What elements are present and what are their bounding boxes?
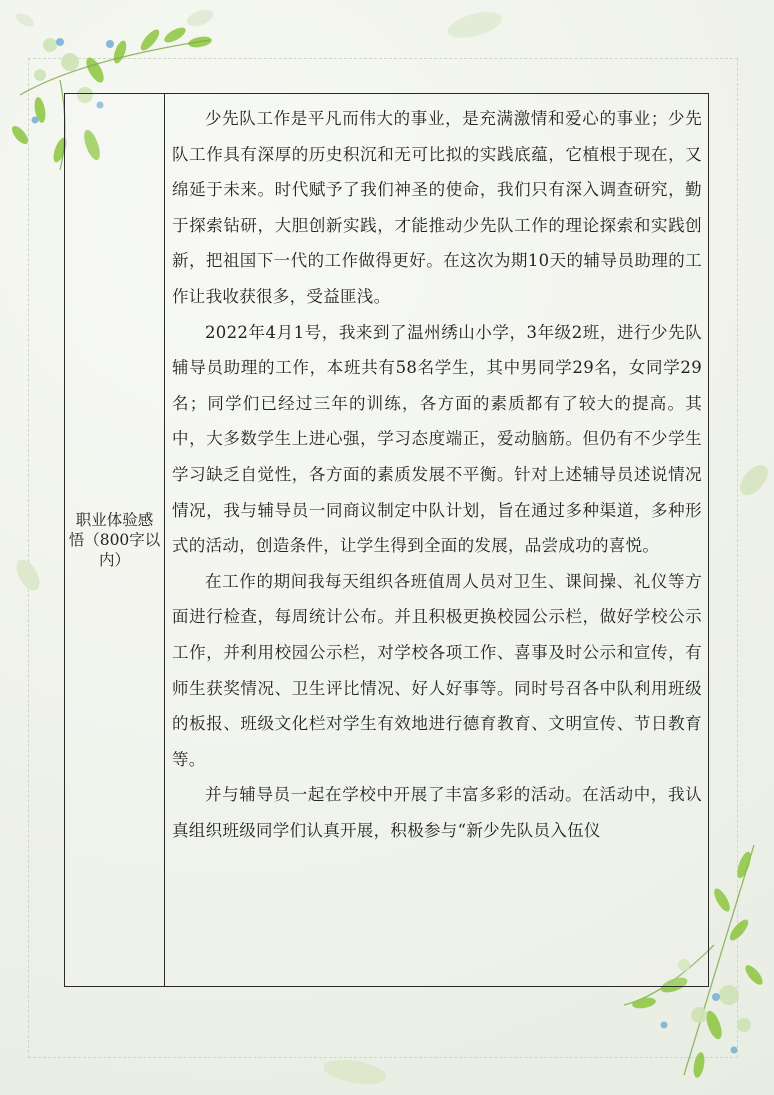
- experience-form-table: [64, 93, 709, 987]
- leaf-right-edge-icon: [734, 455, 774, 505]
- label-cell: [65, 94, 165, 986]
- essay-paragraph: 2022年4月1号，我来到了温州绣山小学，3年级2班，进行少先队辅导员助理的工作，本班共有58名学生，其中男同学29名，女同学29名；同学们已经过三年的训练，各方面的素质都有了较大的提高。其中，大多数学生上进心强，学习态度端正，爱动脑筋。但仍有不少学生学习缺乏自觉性，各方面的素质发展不平衡。针对上述辅导员述说情况情况，我与辅导员一同商议制定中队计划，旨在通过多种渠道，多种形式的活动，创造条件，让学生得到全面的发展，品尝成功的喜悦。: [172, 322, 702, 556]
- leaf-top-icon: [440, 5, 510, 45]
- section-label: 职业体验感悟（800字以内）: [68, 511, 161, 569]
- essay-paragraph: 少先队工作是平凡而伟大的事业，是充满激情和爱心的事业；少先队工作具有深厚的历史积沉和无可比拟的实践底蕴，它植根于现在，又绵延于未来。时代赋予了我们神圣的使命，我们只有深入调查研究，勤于探索钻研，大胆创新实践，才能推动少先队工作的理论探索和实践创新，把祖国下一代的工作做得更好。在这次为期10天的辅导员助理的工作让我收获很多，受益匪浅。: [172, 109, 702, 306]
- essay-paragraph: 并与辅导员一起在学校中开展了丰富多彩的活动。在活动中，我认真组织班级同学们认真开展，积极参与“新少先队员入伍仪: [172, 785, 702, 840]
- essay-content-cell: [165, 94, 708, 986]
- essay-paragraph: 在工作的期间我每天组织各班值周人员对卫生、课间操、礼仪等方面进行检查，每周统计公布。并且积极更换校园公示栏，做好学校公示工作，并利用校园公示栏，对学校各项工作、喜事及时公示和宣传，有师生获奖情况、卫生评比情况、好人好事等。同时号召各中队利用班级的板报、班级文化栏对学生有效地进行德育教育、文明宣传、节日教育等。: [172, 571, 702, 769]
- leaf-bottom-icon: [315, 1052, 395, 1092]
- leaf-left-edge-icon: [8, 550, 48, 600]
